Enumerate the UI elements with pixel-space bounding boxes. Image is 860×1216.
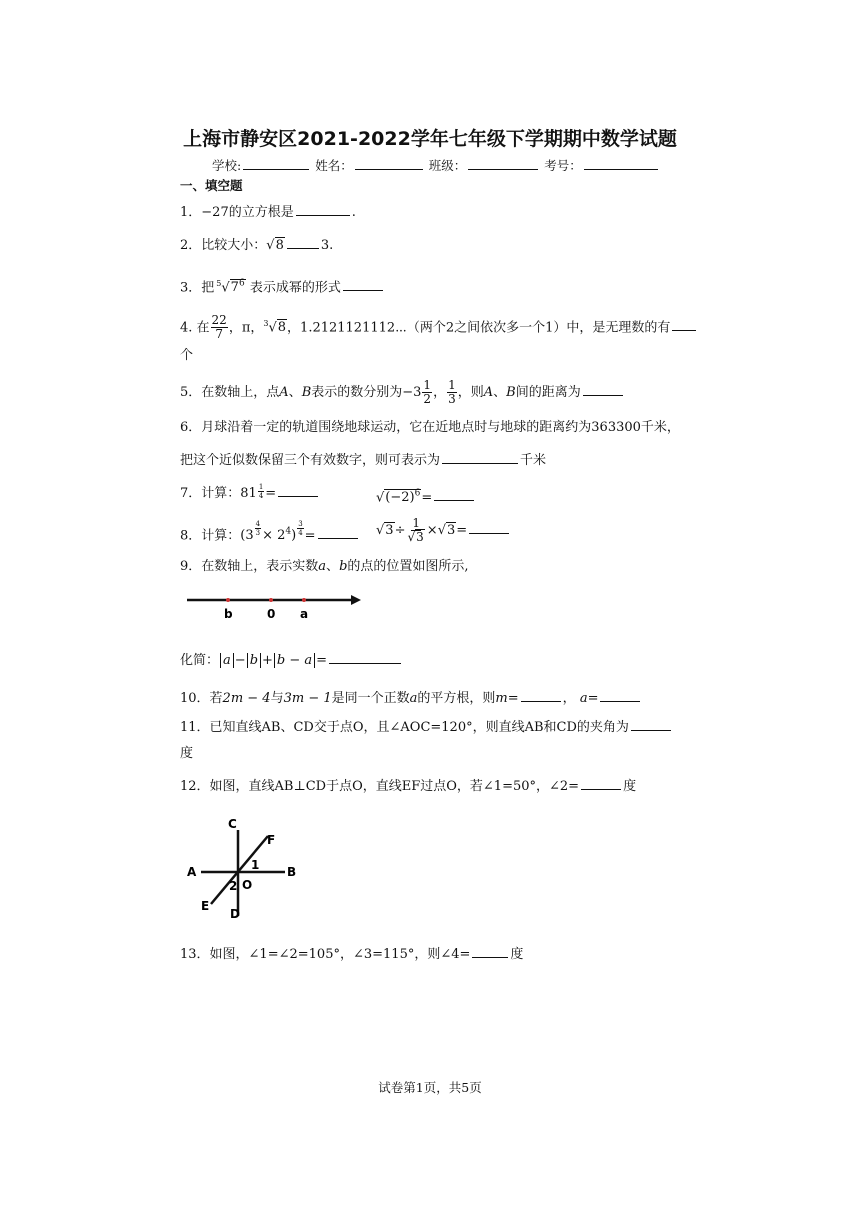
label-0: 0: [267, 607, 276, 621]
q9-text-2: 的点的位置如图所示,: [347, 559, 469, 574]
page-footer: 试卷第1页，共5页: [378, 1080, 482, 1095]
arrow-head: [351, 595, 361, 605]
q8-answer-blank-2[interactable]: [469, 521, 509, 534]
label-f: F: [267, 833, 276, 847]
q3-text: 3．把: [180, 280, 215, 296]
q10-expr-1: 2m − 4: [222, 691, 271, 706]
question-8: [180, 520, 360, 548]
q6-answer-blank[interactable]: [442, 451, 518, 464]
q9-var-a: a: [318, 559, 327, 574]
q10-expr-2: 3m − 1: [283, 691, 332, 706]
question-9: 9．在数轴上，表示实数a、b的点的位置如图所示,: [180, 559, 469, 574]
q4-radicand: 8: [277, 320, 287, 336]
q5-point-a2: A: [483, 385, 494, 400]
label-a: a: [300, 607, 309, 621]
q3-radicand: $7^6$: [230, 279, 245, 296]
q1-number: 1．: [180, 205, 202, 220]
name-label: 姓名：: [315, 158, 353, 173]
q4-answer-blank[interactable]: [672, 318, 696, 331]
q5-text: 5．在数轴上，点: [180, 385, 280, 400]
q5-sep2: 、: [493, 385, 507, 400]
label-c: C: [228, 817, 237, 831]
q5-point-b: B: [301, 385, 312, 400]
q7-expr-1: 81 $^{\frac{1}{4}}$: [240, 483, 264, 501]
q3-index: 5: [216, 279, 222, 288]
question-11-line-1: [180, 718, 673, 737]
class-blank[interactable]: [468, 157, 538, 170]
q7-answer-blank-1[interactable]: [278, 484, 318, 497]
question-3: 3．把 $^5√7^6$ 表示成幂的形式: [180, 275, 385, 297]
question-4: 4. 在 $\frac{22}{7}$ ，π，$^3$√8，1.2121121112⋯（两个2之间依次多一个1）中，是无理数的有: [180, 309, 698, 343]
q13-text: 13．如图，∠1=∠2=105°，∠3=115°，则∠4=: [180, 947, 471, 962]
q6-unit: 千米: [520, 453, 547, 468]
q8-fraction: $\frac{1}{√3}$: [407, 516, 424, 544]
q5-text-4: 间的距离为: [515, 385, 581, 400]
q5-comma: ，: [433, 385, 447, 400]
question-1: [180, 203, 356, 222]
q1-answer-blank[interactable]: [296, 203, 350, 216]
q9-var-b: b: [339, 559, 348, 574]
point-b: [226, 598, 230, 602]
q7-radicand: $(-2)^6$: [385, 489, 421, 506]
q6-text: 把这个近似数保留三个有效数字，则可表示为: [180, 453, 441, 468]
q8-answer-blank-1[interactable]: [318, 526, 358, 539]
q8-expr-2: √3÷ $\frac{1}{√3}$ ×√3=: [376, 516, 511, 546]
q3-tail: 表示成幂的形式: [249, 280, 341, 296]
student-info: [212, 157, 660, 175]
q7-answer-blank-2[interactable]: [434, 488, 474, 501]
q10-m-blank[interactable]: [521, 689, 561, 702]
q4-pi: ，π，: [228, 320, 264, 336]
q5-point-a: A: [279, 385, 289, 400]
q9-simplify-label: 化简：: [180, 653, 220, 668]
question-6-line-1: 6．月球沿着一定的轨道围绕地球运动，它在近地点时与地球的距离约为363300千米，: [180, 420, 680, 435]
q11-answer-blank[interactable]: [631, 718, 671, 731]
q12-text: 12．如图，直线AB⊥CD于点O，直线EF过点O，若∠1=50°，∠2=: [180, 779, 580, 794]
q10-a-blank[interactable]: [600, 689, 640, 702]
number-label: 考号：: [544, 158, 582, 173]
class-label: 班级：: [428, 158, 467, 173]
q9-text: 9．在数轴上，表示实数: [180, 559, 319, 574]
q1-text: −27的立方根是: [201, 205, 294, 220]
question-13: [180, 945, 523, 964]
q8-expr-1: (3 $^{\frac{4}{3}}$ × $2^4$) $^{\frac{3}{4}}$: [240, 520, 303, 544]
school-blank[interactable]: [243, 157, 309, 170]
label-a: A: [187, 865, 197, 879]
q2-text: 2．比较大小：: [180, 238, 267, 253]
q8-eq: =: [304, 528, 316, 544]
label-e: E: [201, 899, 210, 913]
question-11-line-2: 度: [180, 746, 194, 761]
q7-text: 7．计算：: [180, 486, 241, 501]
question-10: 10．若2m − 4与3m − 1是同一个正数a的平方根，则m= ， a=: [180, 689, 642, 708]
point-a: [302, 598, 306, 602]
page-title: 上海市静安区2021-2022学年七年级下学期期中数学试题: [183, 128, 677, 150]
q1-period: .: [351, 205, 356, 220]
q9-simplify: 化简： a − b + b − a =: [180, 651, 403, 670]
label-d: D: [230, 907, 240, 921]
q9-answer-blank[interactable]: [329, 651, 401, 664]
q10-text: 10．若: [180, 691, 223, 706]
q7-eq: =: [265, 486, 277, 501]
school-label: 学校:: [212, 158, 242, 173]
q13-unit: 度: [510, 947, 524, 962]
q2-answer-blank[interactable]: [287, 236, 319, 249]
question-5: [180, 378, 625, 408]
q4-index: 3: [263, 319, 269, 328]
label-1: 1: [251, 858, 260, 872]
question-7: [180, 483, 320, 505]
q5-answer-blank[interactable]: [583, 383, 623, 396]
q4-text: 4. 在: [180, 320, 210, 336]
q3-answer-blank[interactable]: [343, 278, 383, 291]
q4-list: ，1.2121121112⋯（两个2之间依次多一个1）中，是无理数的有: [287, 320, 671, 336]
q5-sep: 、: [288, 385, 302, 400]
line-ef: [211, 836, 268, 904]
label-2: 2: [229, 879, 238, 893]
q5-point-b2: B: [506, 385, 516, 400]
q12-unit: 度: [623, 779, 637, 794]
q9-number-line-figure: [185, 590, 365, 622]
q4-fraction: $\frac{22}{7}$: [211, 313, 227, 342]
question-6-line-2: [180, 451, 546, 470]
q5-text-2: 表示的数分别为−3: [311, 385, 422, 400]
q11-text: 11．已知直线AB、CD交于点O，且∠AOC=120°，则直线AB和CD的夹角为: [180, 720, 629, 735]
q2-tail: 3.: [320, 238, 334, 253]
label-b: b: [224, 607, 233, 621]
q2-radicand: 8: [275, 238, 284, 253]
q12-figure: [185, 812, 310, 922]
q7-eq-2: =: [421, 490, 433, 506]
q7-expr-2: $√(-2)^6=$: [376, 483, 476, 509]
number-blank[interactable]: [584, 157, 658, 170]
question-12: [180, 777, 636, 796]
q5-fraction-1: $\frac{1}{2}$: [423, 378, 432, 406]
q12-answer-blank[interactable]: [581, 777, 621, 790]
name-blank[interactable]: [355, 157, 423, 170]
q5-text-3: ，则: [457, 385, 484, 400]
question-2: 2．比较大小：√8 3.: [180, 238, 334, 253]
label-o: O: [242, 878, 253, 892]
q8-text: 8．计算：: [180, 528, 241, 544]
q13-answer-blank[interactable]: [472, 945, 508, 958]
q5-fraction-2: $\frac{1}{3}$: [448, 378, 456, 406]
point-0: [269, 598, 273, 602]
section-heading: 一、填空题: [180, 178, 243, 193]
q4-unit: 个: [180, 348, 194, 363]
label-b: B: [287, 865, 297, 879]
